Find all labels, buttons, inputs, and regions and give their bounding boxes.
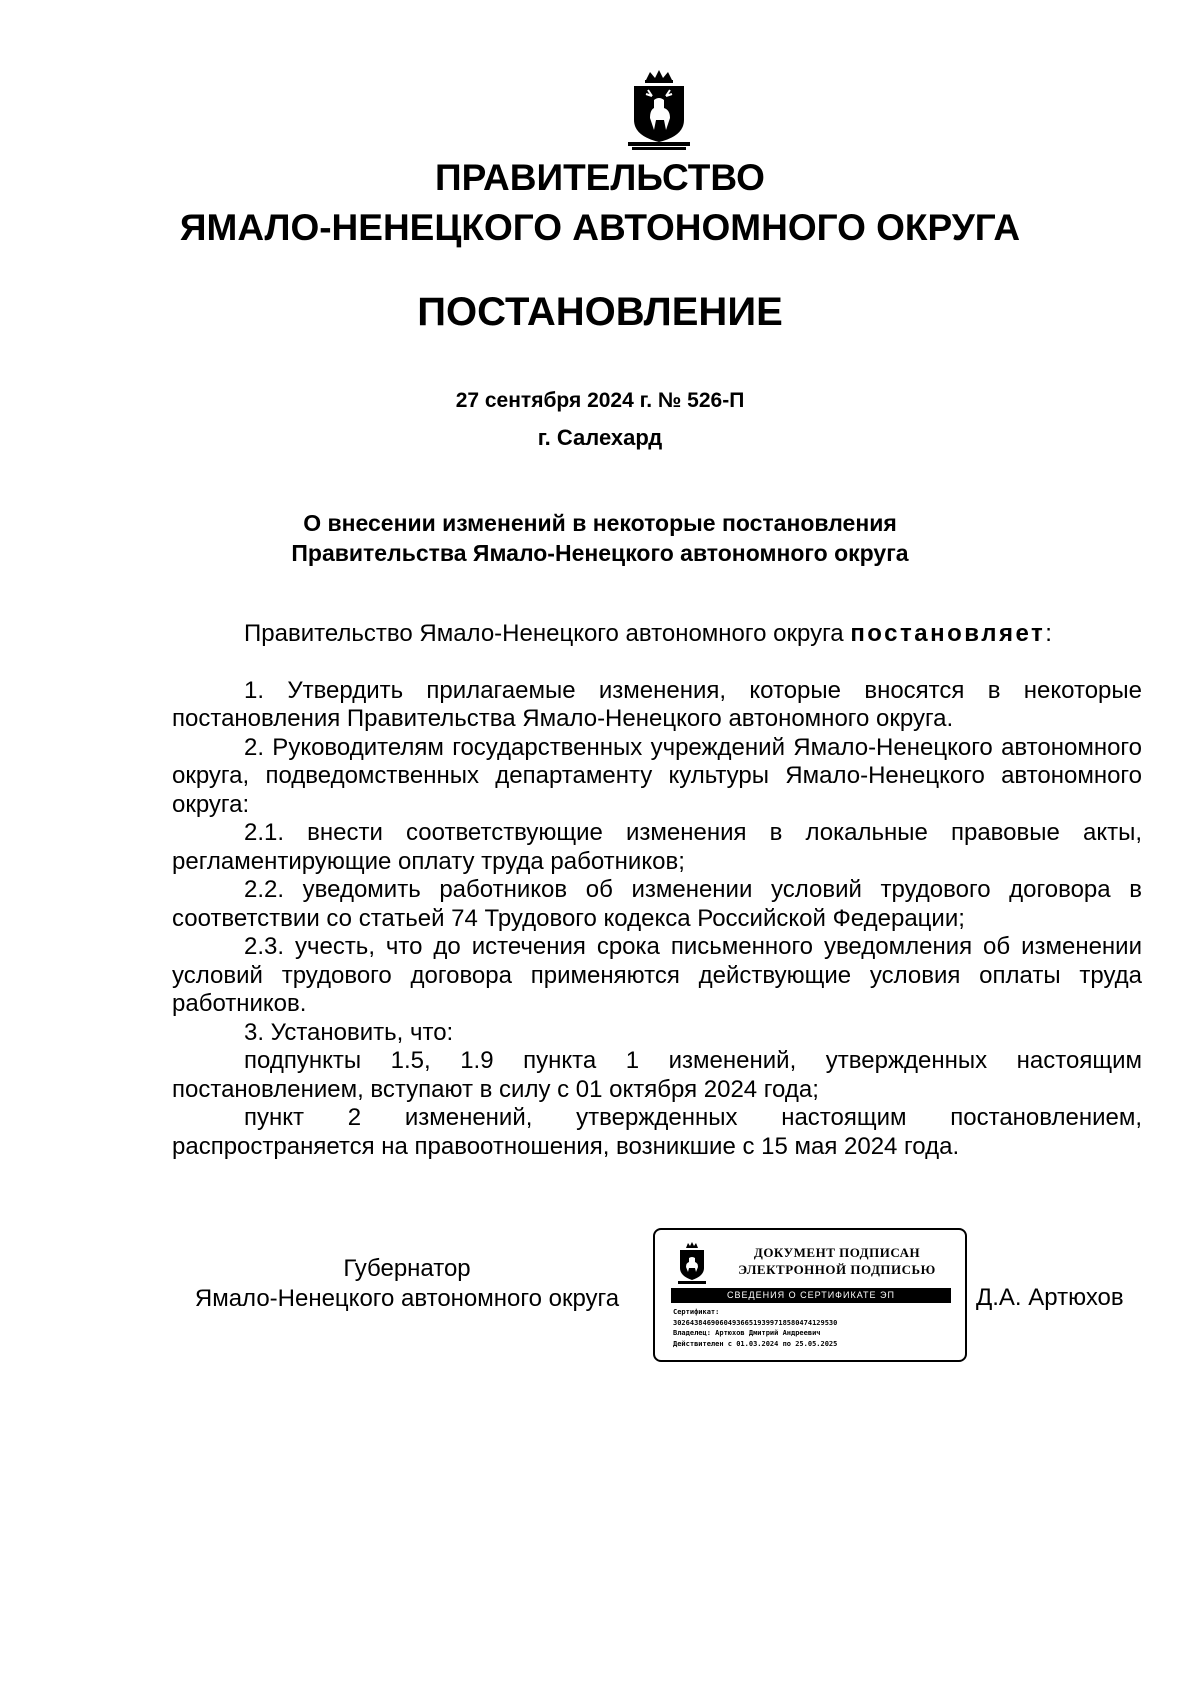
preamble-bold: постановляет [850,620,1046,647]
government-title-line2: ЯМАЛО-НЕНЕЦКОГО АВТОНОМНОГО ОКРУГА [179,207,1021,248]
certificate-owner: Владелец: Артюхов Дмитрий Андреевич [673,1329,821,1337]
stamp-title-line2: ЭЛЕКТРОННОЙ ПОДПИСЬЮ [738,1262,936,1277]
coat-of-arms-icon [624,70,694,152]
government-title [0,153,1200,253]
position-line1: Губернатор [343,1255,471,1282]
signatory-position [172,1254,642,1314]
preamble [172,620,1142,649]
subject-line1: О внесении изменений в некоторые постановления [303,510,897,536]
certificate-details [673,1307,958,1349]
electronic-signature-stamp [653,1228,967,1362]
subject-line2: Правительства Ямало-Ненецкого автономного округа [291,540,909,566]
stamp-title [717,1244,957,1278]
document-subject [0,508,1200,568]
paragraph-2: 2. Руководителям государственных учреждений Ямало-Ненецкого автономного округа, подведомственных департаменту культуры Ямало-Ненецкого автономного округа: [172,733,1142,818]
government-title-line1: ПРАВИТЕЛЬСТВО [435,157,765,198]
paragraph-3-b: пункт 2 изменений, утвержденных настоящим постановлением, распространяется на правоотношения, возникшие с 15 мая 2024 года. [172,1104,1142,1160]
document-body [172,620,1142,1161]
certificate-number: 302643846906049366519399718580474129530 [673,1318,838,1327]
certificate-validity: Действителен с 01.03.2024 по 25.05.2025 [673,1339,838,1348]
stamp-title-line1: ДОКУМЕНТ ПОДПИСАН [753,1245,921,1260]
date-and-number: 27 сентября 2024 г. № 526-П [455,389,745,412]
paragraph-2-2: 2.2. уведомить работников об изменении условий трудового договора в соответствии со статьей 74 Трудового кодекса Российской Федерации; [172,876,1142,932]
paragraph-2-1: 2.1. внести соответствующие изменения в локальные правовые акты, регламентирующие оплату труда работников; [172,819,1142,875]
preamble-text: Правительство Ямало-Ненецкого автономного округа [244,620,851,647]
paragraph-3: 3. Установить, что: [244,1018,454,1046]
signatory-name: Д.А. Артюхов [976,1284,1124,1311]
city: г. Салехард [537,425,663,450]
paragraph-1: 1. Утвердить прилагаемые изменения, которые вносятся в некоторые постановления Правительства Ямало-Ненецкого автономного округа. [172,676,1142,732]
coat-of-arms-icon [675,1242,709,1288]
paragraph-2-3: 2.3. учесть, что до истечения срока письменного уведомления об изменении условий трудового договора применяются действующие условия оплаты труда работников. [172,933,1142,1017]
paragraph-3-a: подпункты 1.5, 1.9 пункта 1 изменений, утвержденных настоящим постановлением, вступают в силу с 01 октября 2024 года; [172,1047,1142,1103]
position-line2: Ямало-Ненецкого автономного округа [194,1285,620,1312]
certificate-info-bar: СВЕДЕНИЯ О СЕРТИФИКАТЕ ЭП [671,1288,951,1303]
certificate-label: Сертификат: [673,1308,720,1316]
document-type: ПОСТАНОВЛЕНИЕ [417,290,783,334]
preamble-end: : [1045,620,1052,647]
